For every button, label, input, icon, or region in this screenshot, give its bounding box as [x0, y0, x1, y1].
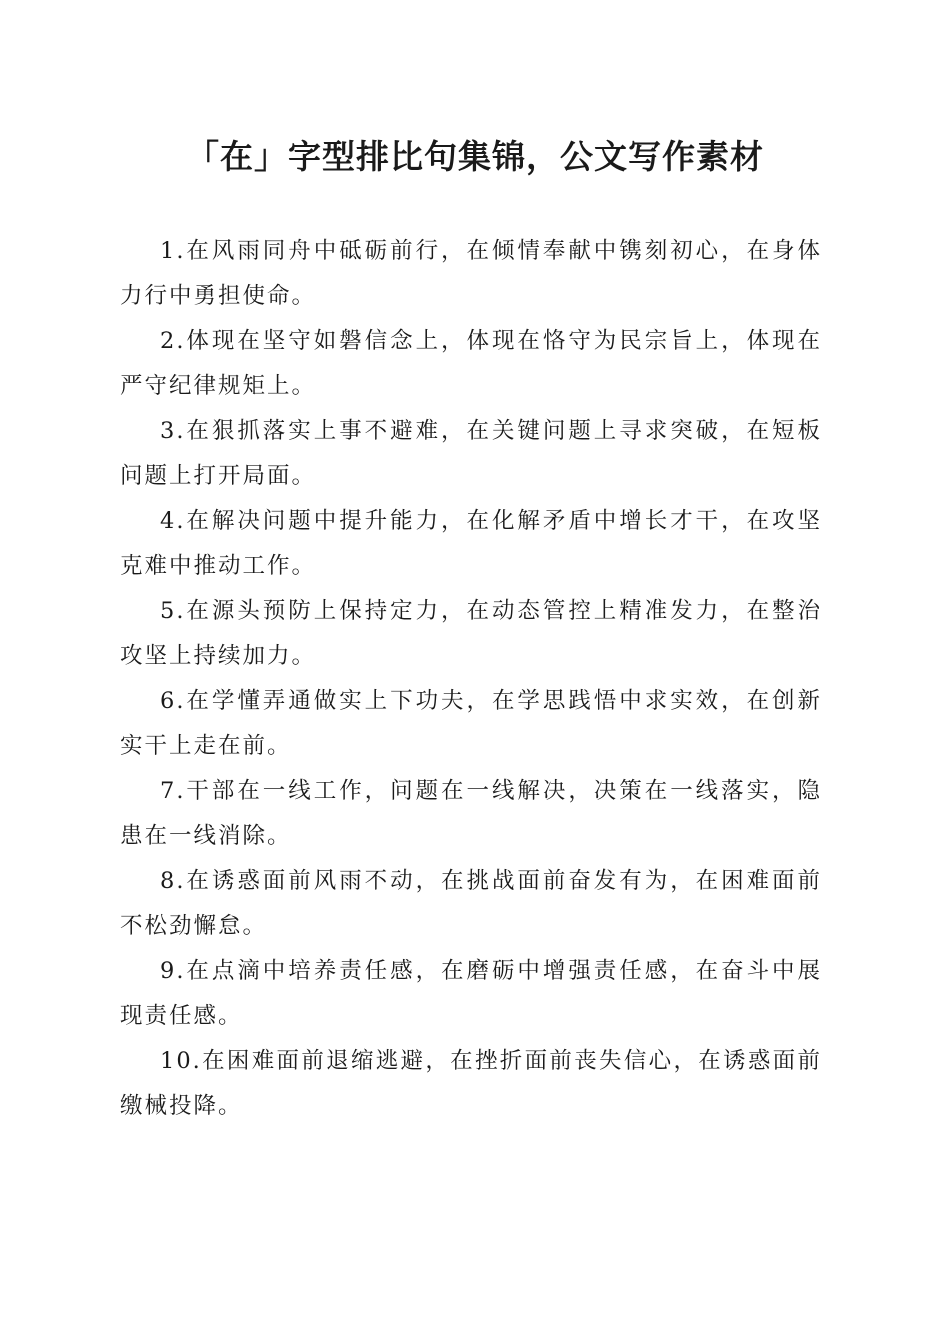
list-item: 2.体现在坚守如磐信念上，体现在恪守为民宗旨上，体现在严守纪律规矩上。 [120, 328, 822, 399]
list-item: 3.在狠抓落实上事不避难，在关键问题上寻求突破，在短板问题上打开局面。 [120, 418, 822, 489]
document-title: 「在」字型排比句集锦，公文写作素材 [186, 137, 764, 176]
list-item: 6.在学懂弄通做实上下功夫，在学思践悟中求实效，在创新实干上走在前。 [120, 688, 822, 759]
list-item: 7.干部在一线工作，问题在一线解决，决策在一线落实，隐患在一线消除。 [120, 778, 822, 849]
list-item: 9.在点滴中培养责任感，在磨砺中增强责任感，在奋斗中展现责任感。 [120, 958, 822, 1029]
list-item: 4.在解决问题中提升能力，在化解矛盾中增长才干，在攻坚克难中推动工作。 [120, 508, 822, 579]
list-item: 8.在诱惑面前风雨不动，在挑战面前奋发有为，在困难面前不松劲懈怠。 [120, 868, 822, 939]
sentence-list [120, 229, 822, 1129]
list-item: 5.在源头预防上保持定力，在动态管控上精准发力，在整治攻坚上持续加力。 [120, 598, 822, 669]
list-item: 10.在困难面前退缩逃避，在挫折面前丧失信心，在诱惑面前缴械投降。 [120, 1048, 822, 1119]
list-item: 1.在风雨同舟中砥砺前行，在倾情奉献中镌刻初心，在身体力行中勇担使命。 [120, 238, 822, 309]
